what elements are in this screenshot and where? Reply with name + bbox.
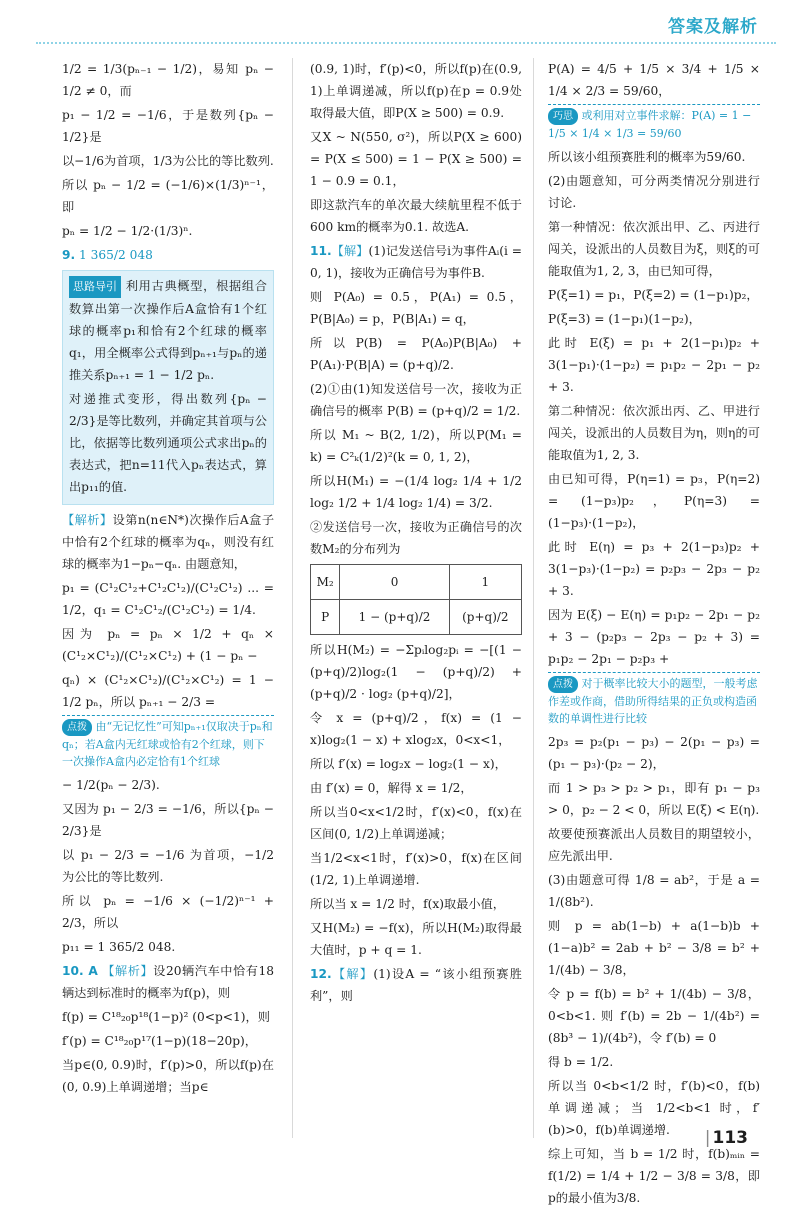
text-line: P(ξ=1) = p₁，P(ξ=2) = (1−p₁)p₂， <box>548 288 759 302</box>
text-line: 所以该小组预赛胜利的概率为59/60. <box>548 150 746 164</box>
text-line: P(A) = 4/5 + 1/5 × 3/4 + 1/5 × 1/4 × 2/3 = 59/60， <box>548 62 760 98</box>
tip-note: 巧思 或利用对立事件求解：P(A) = 1 − 1/5 × 1/4 × 1/3 = 59/60 <box>548 104 760 142</box>
column-divider <box>533 58 534 1138</box>
tip-note: 点拨 对于概率比较大小的题型，一般考虑作差或作商，借助所得结果的正负或构造函数的单调性进行比较 <box>548 672 760 727</box>
text-line: 以−1/6为首项，1/3为公比的等比数列. <box>62 154 274 168</box>
q10-paragraph: 10. A 【解析】设20辆汽车中恰有18辆达到标准时的概率为f(p)，则 <box>62 964 275 1000</box>
text-line: 所以 M₁ ~ B(2, 1/2)，所以P(M₁ = k) = C²ₖ(1/2)²(k = 0, 1, 2)， <box>310 428 522 464</box>
table-row <box>311 600 522 635</box>
table-cell: 1 <box>449 565 521 600</box>
text-line: pₙ = 1/2 − 1/2·(1/3)ⁿ. <box>62 224 193 238</box>
text-line: 所以H(M₁) = −(1/4 log₂ 1/4 + 1/2 log₂ 1/2 + 1/4 log₂ 1/4) = 3/2. <box>310 474 522 510</box>
text-line: f(p) = C¹⁸₂₀p¹⁸(1−p)² (0<p<1)，则 <box>62 1010 270 1024</box>
text-line: 得 b = 1/2. <box>548 1055 614 1069</box>
text-line: 因为 E(ξ) − E(η) = p₁p₂ − 2p₁ − p₂ + 3 − (p₂p₃ − 2p₃ − p₂ + 3) = p₁p₂ − 2p₁ − p₂p₃ + <box>548 608 760 666</box>
text-line: f′(p) = C¹⁸₂₀p¹⁷(1−p)(18−20p)， <box>62 1034 257 1048</box>
text-line: 2p₃ = p₂(p₁ − p₃) − 2(p₁ − p₃) = (p₁ − p₃)·(p₂ − 2)， <box>548 735 760 771</box>
text-line: 所以P(B) = P(A₀)P(B|A₀) + P(A₁)·P(B|A) = (p+q)/2. <box>310 336 522 372</box>
text-line: 1/2 = 1/3(pₙ₋₁ − 1/2)，易知 pₙ − 1/2 ≠ 0，而 <box>62 62 274 98</box>
q12-paragraph: 12.【解】(1)设A = “该小组预赛胜利”，则 <box>310 967 522 1003</box>
text-line: 又H(M₂) = −f(x)，所以H(M₂)取得最大值时，p + q = 1. <box>310 921 522 957</box>
text-line: 此时 E(ξ) = p₁ + 2(1−p₁)p₂ + 3(1−p₁)·(1−p₂) = p₁p₂ − 2p₁ − p₂ + 3. <box>548 336 760 394</box>
text-line: 即这款汽车的单次最大续航里程不低于600 km的概率为0.1. 故选A. <box>310 198 522 234</box>
text-line: P(ξ=3) = (1−p₁)(1−p₂)， <box>548 312 701 326</box>
table-cell: 0 <box>340 565 449 600</box>
table-cell: M₂ <box>311 565 340 600</box>
text-line: ②发送信号一次，接收为正确信号的次数M₂的分布列为 <box>310 520 522 556</box>
solution-paragraph: 【解析】设第n(n∈N*)次操作后A盒子中恰有2个红球的概率为qₙ，则没有红球的概率为1−pₙ−qₙ. 由题意知， <box>62 513 275 571</box>
text-line: (0.9, 1)时，f′(p)<0，所以f(p)在(0.9, 1)上单调递减，所以f(p)在p = 0.9处取得最大值，即P(X ≥ 500) = 0.9. <box>310 62 522 120</box>
text-line: 则 P(A₀) = 0.5，P(A₁) = 0.5，P(B|A₀) = p，P(B|A₁) = q， <box>310 290 522 326</box>
text-line: 又因为 p₁ − 2/3 = −1/6，所以{pₙ − 2/3}是 <box>62 802 274 838</box>
tip-note: 点拨 由“无记忆性”可知pₙ₊₁仅取决于pₙ和qₙ；若A盒内无红球或恰有2个红球，则下一次操作A盒内必定恰有1个红球 <box>62 715 274 770</box>
text-line: 所以当 0<b<1/2 时，f′(b)<0，f(b)单调递减；当 1/2<b<1 时，f′(b)>0，f(b)单调递增. <box>548 1079 760 1137</box>
text-line: 又X ~ N(550, σ²)，所以P(X ≥ 600) = P(X ≤ 500) = 1 − P(X ≥ 500) = 1 − 0.9 = 0.1， <box>310 130 522 188</box>
header-divider <box>36 42 776 44</box>
text-line: 第二种情况：依次派出丙、乙、甲进行闯关，设派出的人员数目为η，则η的可能取值为1, 2, 3. <box>548 404 760 462</box>
text-line: 所以当 x = 1/2 时，f(x)取最小值， <box>310 897 505 911</box>
text-line: (2)由题意知，可分两类情况分别进行讨论. <box>548 174 760 210</box>
guide-label: 思路导引 <box>69 276 121 298</box>
q9-answer: 9. 1 365/2 048 <box>62 248 153 262</box>
guide-callout: 思路导引 利用古典概型，根据组合数算出第一次操作后A盒恰有1个红球的概率p₁和恰有2个红球的概率q₁，用全概率公式得到pₙ₊₁与pₙ的递推关系pₙ₊₁ = 1 − 1/2 pₙ. 对递推式变形，得出数列{pₙ − 2/3}是等比数列，并确定其首项与公比，依据等比数列通项公式求出pₙ的表达式，把n=11代入pₙ表达式，算出p₁₁的值. <box>62 270 274 505</box>
text-line: − 1/2(pₙ − 2/3). <box>62 778 160 792</box>
text-line: 所以 pₙ − 1/2 = (−1/6)×(1/3)ⁿ⁻¹，即 <box>62 178 274 214</box>
distribution-table <box>310 564 522 635</box>
question-number: 11. <box>310 244 332 258</box>
text-line: p₁₁ = 1 365/2 048. <box>62 940 176 954</box>
text-line: 而 1 > p₃ > p₂ > p₁，即有 p₁ − p₃ > 0，p₂ − 2 < 0，所以 E(ξ) < E(η). <box>548 781 760 817</box>
text-line: 令 p = f(b) = b² + 1/(4b) − 3/8，0<b<1. 则 f′(b) = 2b − 1/(4b²) = (8b³ − 1)/(4b²)，令 f′(b) = 0 <box>548 987 760 1045</box>
section-title: 答案及解析 <box>668 17 758 37</box>
table-row <box>311 565 522 600</box>
text-line: 则 p = ab(1−b) + a(1−b)b + (1−a)b² = 2ab + b² − 3/8 = b² + 1/(4b) − 3/8， <box>548 919 760 977</box>
text-line: 所以当0<x<1/2时，f′(x)<0，f(x)在区间(0, 1/2)上单调递减； <box>310 805 522 841</box>
table-cell: 1 − (p+q)/2 <box>340 600 449 635</box>
question-number: 12. <box>310 967 332 981</box>
question-number: 9. <box>62 248 76 262</box>
text-line: 令 x = (p+q)/2，f(x) = (1 − x)log₂(1 − x) + xlog₂x，0<x<1， <box>310 711 522 747</box>
question-number: 10. A <box>62 964 98 978</box>
text-line: 由已知可得，P(η=1) = p₃，P(η=2) = (1−p₃)p₂，P(η=3) = (1−p₃)·(1−p₂)， <box>548 472 760 530</box>
q11-paragraph: 11.【解】(1)记发送信号i为事件Aᵢ(i = 0, 1)，接收为正确信号为事件B. <box>310 244 523 280</box>
text-line: 第一种情况：依次派出甲、乙、丙进行闯关，设派出的人员数目为ξ，则ξ的可能取值为1, 2, 3，由已知可得， <box>548 220 760 278</box>
text-line: 所以 f′(x) = log₂x − log₂(1 − x)， <box>310 757 507 771</box>
text-line: 此时 E(η) = p₃ + 2(1−p₃)p₂ + 3(1−p₃)·(1−p₂) = p₂p₃ − 2p₃ − p₂ + 3. <box>548 540 760 598</box>
text-line: 所以H(M₂) = −Σpᵢlog₂pᵢ = −[(1 − (p+q)/2)log₂(1 − (p+q)/2) + (p+q)/2 · log₂ (p+q)/2]， <box>310 643 522 701</box>
text-line: 综上可知，当 b = 1/2 时，f(b)ₘᵢₙ = f(1/2) = 1/4 + 1/2 − 3/8 = 3/8，即p的最小值为3/8. <box>548 1147 760 1205</box>
text-line: 当1/2<x<1时，f′(x)>0，f(x)在区间(1/2, 1)上单调递增. <box>310 851 522 887</box>
text-line: 当p∈(0, 0.9)时，f′(p)>0，所以f(p)在(0, 0.9)上单调递增；当p∈ <box>62 1058 274 1094</box>
column-2 <box>310 58 522 1009</box>
page-number: | 113 <box>705 1128 748 1148</box>
text-line: p₁ = (C¹₂C¹₂+C¹₂C¹₂)/(C¹₂C¹₂) ... = 1/2，q₁ = C¹₂C¹₂/(C¹₂C¹₂) = 1/4. <box>62 581 274 617</box>
column-divider <box>292 58 293 1138</box>
column-1 <box>62 58 274 1100</box>
text-line: 故要使预赛派出人员数目的期望较小，应先派出甲. <box>548 827 760 863</box>
text-line: 由 f′(x) = 0，解得 x = 1/2， <box>310 781 473 795</box>
table-cell: (p+q)/2 <box>449 600 521 635</box>
text-line: 因为 pₙ = pₙ × 1/2 + qₙ × (C¹₂×C¹₂)/(C¹₂×C¹₂) + (1 − pₙ − <box>62 627 274 663</box>
text-line: 所以 pₙ = −1/6 × (−1/2)ⁿ⁻¹ + 2/3，所以 <box>62 894 274 930</box>
text-line: (3)由题意可得 1/8 = ab²，于是 a = 1/(8b²). <box>548 873 760 909</box>
text-line: qₙ) × (C¹₂×C¹₂)/(C¹₂×C¹₂) = 1 − 1/2 pₙ，所以 pₙ₊₁ − 2/3 = <box>62 673 274 709</box>
text-line: p₁ − 1/2 = −1/6，于是数列{pₙ − 1/2}是 <box>62 108 274 144</box>
text-line: (2)①由(1)知发送信号一次，接收为正确信号的概率 P(B) = (p+q)/2 = 1/2. <box>310 382 522 418</box>
column-3 <box>548 58 760 1211</box>
table-cell: P <box>311 600 340 635</box>
text-line: 以 p₁ − 2/3 = −1/6 为首项，−1/2 为公比的等比数列. <box>62 848 274 884</box>
